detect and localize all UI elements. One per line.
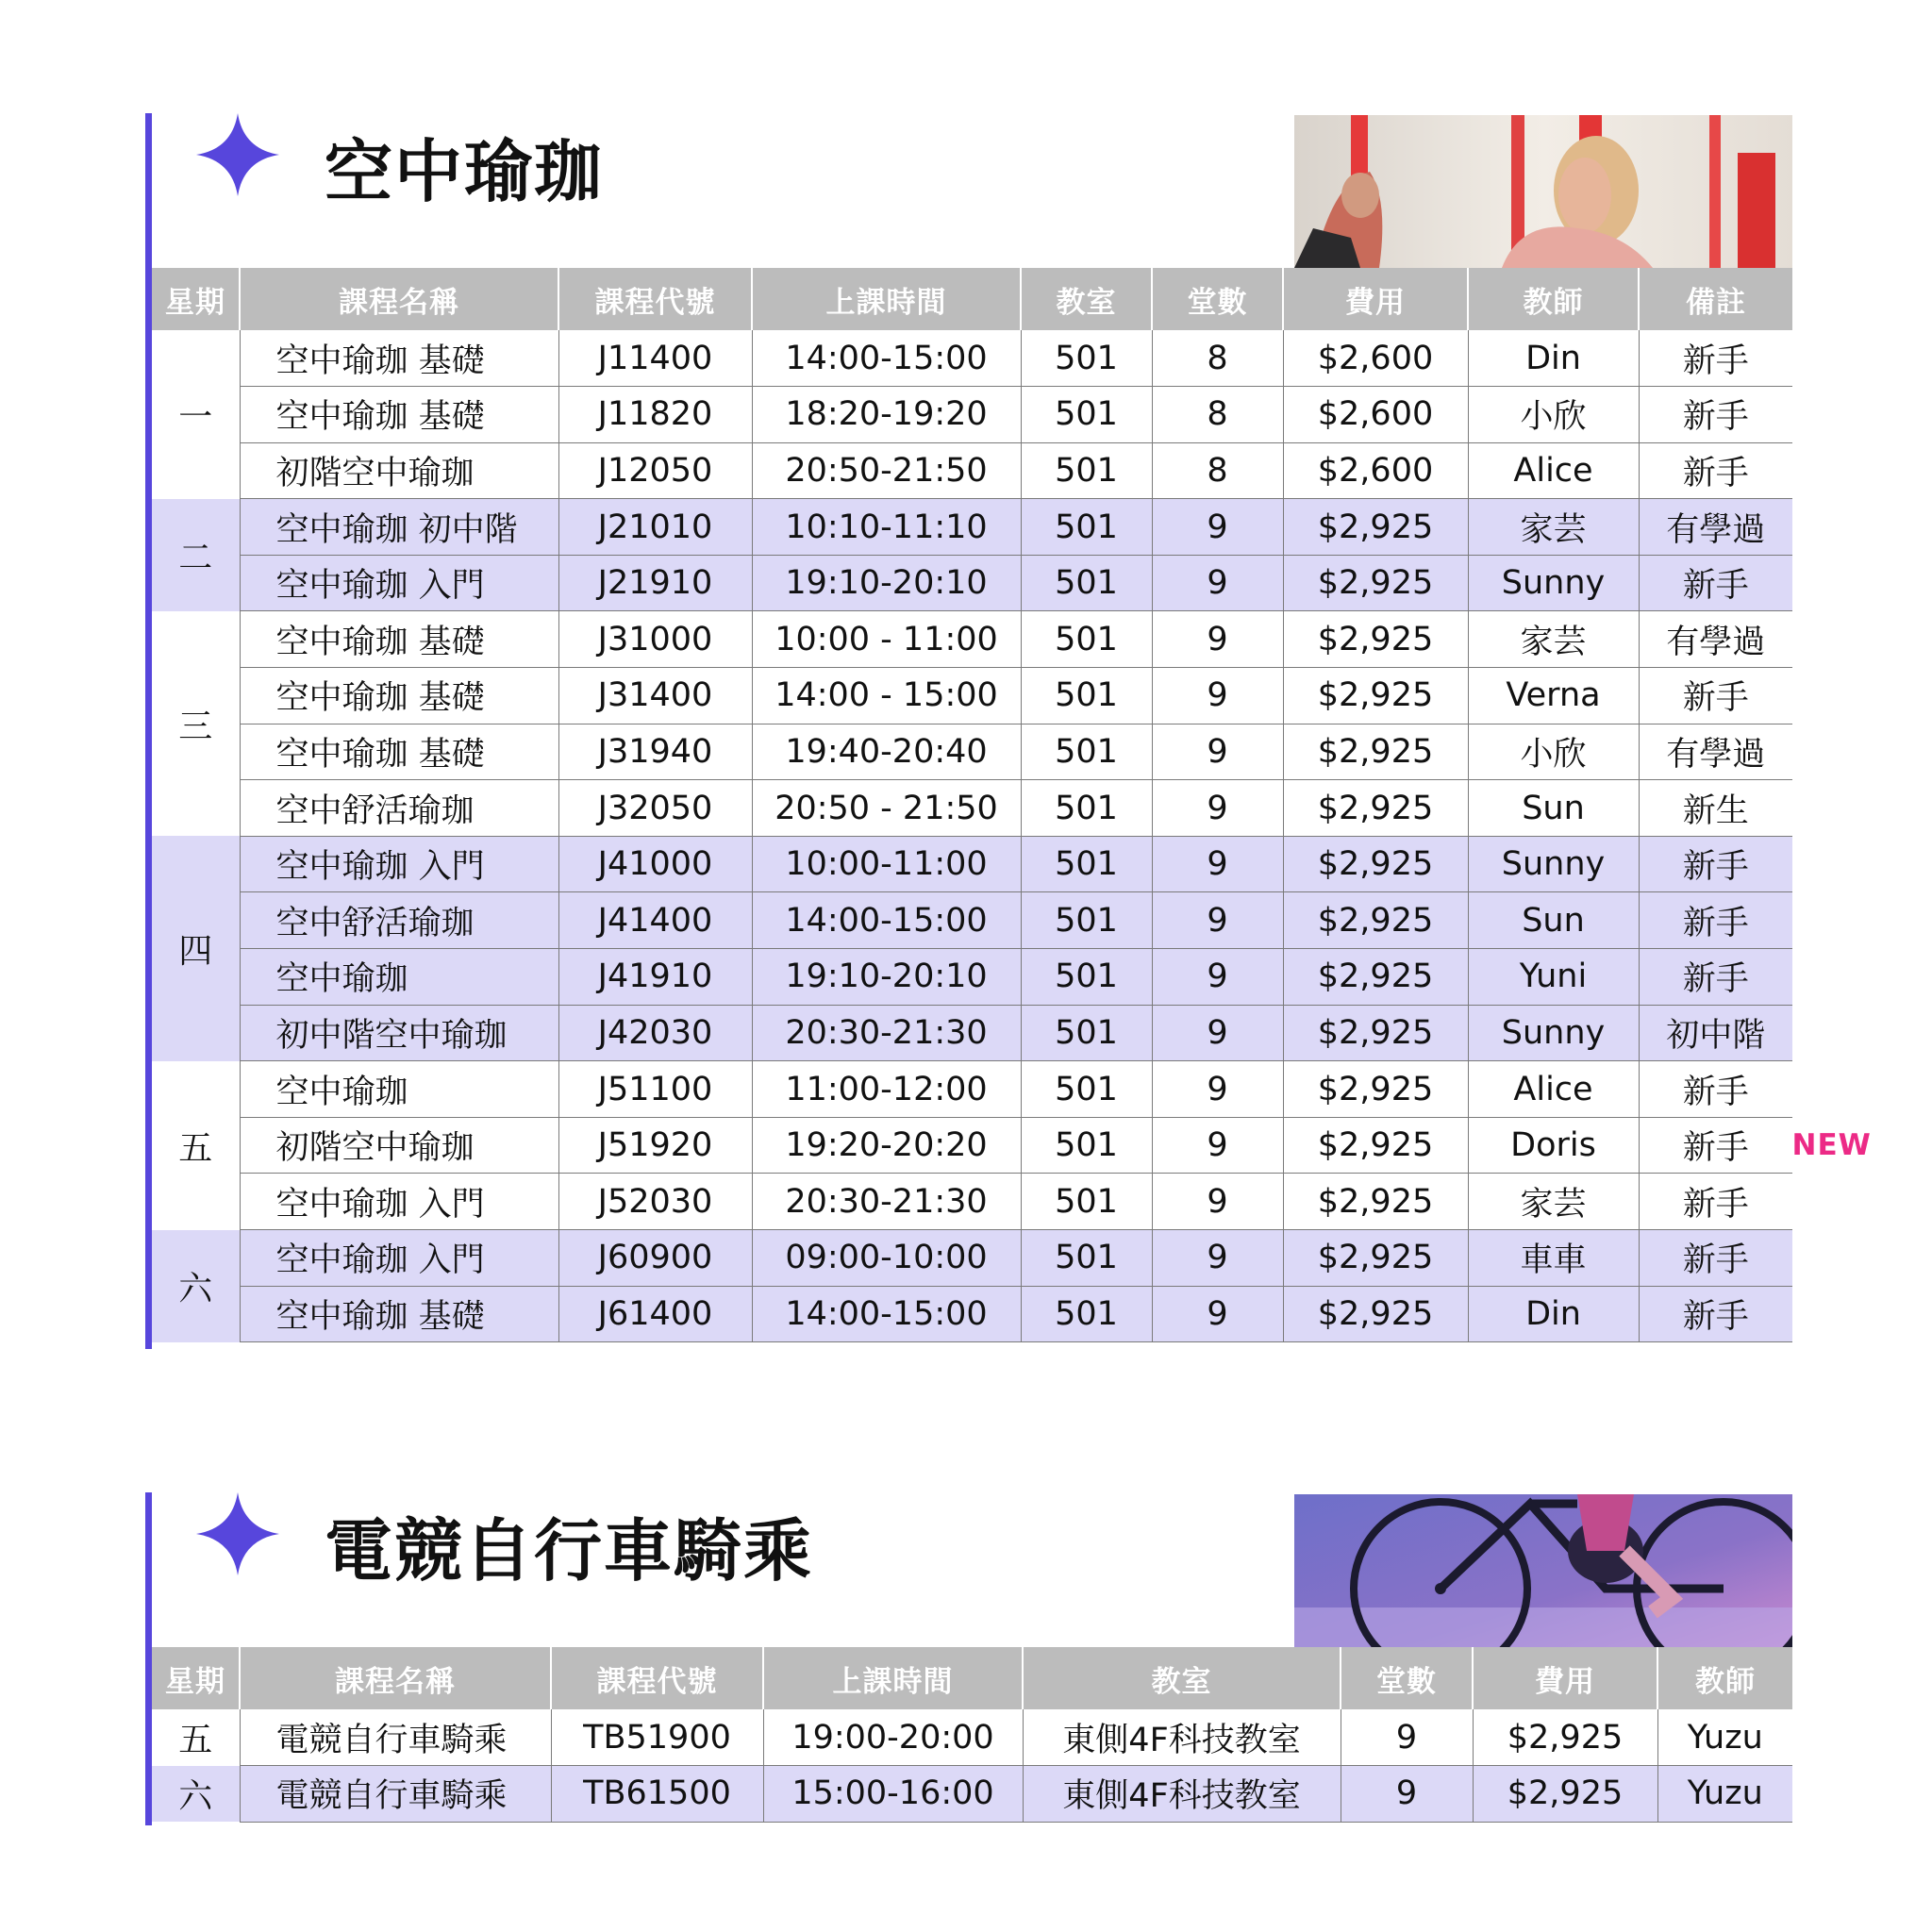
day-cell: 四 — [152, 836, 240, 1060]
fee-cell: $2,600 — [1283, 442, 1468, 499]
course-name-cell: 空中瑜珈 — [240, 1061, 558, 1118]
header-room: 教室 — [1021, 268, 1152, 330]
time-cell: 19:00-20:00 — [763, 1709, 1023, 1766]
note-text: 有學過 — [1666, 735, 1766, 774]
table-row — [152, 330, 1792, 387]
course-name-cell: 空中瑜珈 基礎 — [240, 724, 558, 780]
new-badge: NEW — [1791, 1128, 1872, 1163]
section-accent-bar — [145, 113, 152, 1349]
room-cell: 東側4F科技教室 — [1023, 1766, 1341, 1823]
note-text: 新手 — [1682, 398, 1749, 437]
aerial-yoga-table-body — [152, 330, 1872, 1342]
time-cell: 19:40-20:40 — [752, 724, 1021, 780]
time-cell: 10:00 - 11:00 — [752, 611, 1021, 668]
time-cell: 11:00-12:00 — [752, 1061, 1021, 1118]
table-row — [152, 611, 1792, 668]
room-cell: 501 — [1021, 949, 1152, 1006]
day-cell: 二 — [152, 499, 240, 611]
fee-cell: $2,925 — [1473, 1766, 1657, 1823]
teacher-cell: Din — [1468, 1286, 1639, 1342]
section-title: 電競自行車騎乘 — [325, 1511, 814, 1591]
room-cell: 501 — [1021, 1230, 1152, 1287]
note-cell — [1639, 442, 1792, 499]
esports-cycling-table — [152, 1647, 1792, 1823]
course-code-cell: J21010 — [558, 499, 752, 556]
sessions-cell: 9 — [1152, 780, 1283, 837]
table-row — [152, 1766, 1792, 1823]
header-sessions: 堂數 — [1152, 268, 1283, 330]
table-header-row — [152, 1647, 1792, 1709]
room-cell: 501 — [1021, 499, 1152, 556]
course-name-cell: 空中瑜珈 入門 — [240, 1174, 558, 1230]
course-code-cell: J31940 — [558, 724, 752, 780]
table-row — [152, 668, 1792, 724]
header-course-name: 課程名稱 — [240, 1647, 551, 1709]
table-header-row — [152, 268, 1792, 330]
sessions-cell: 9 — [1152, 1230, 1283, 1287]
room-cell: 501 — [1021, 555, 1152, 611]
teacher-cell: Alice — [1468, 442, 1639, 499]
header-teacher: 教師 — [1468, 268, 1639, 330]
header-course-code: 課程代號 — [551, 1647, 763, 1709]
note-text: 新手 — [1682, 341, 1749, 380]
course-name-cell: 初中階空中瑜珈 — [240, 1005, 558, 1061]
fee-cell: $2,600 — [1283, 330, 1468, 387]
header-time: 上課時間 — [752, 268, 1021, 330]
note-text: 新手 — [1682, 1241, 1749, 1280]
sessions-cell: 9 — [1152, 949, 1283, 1006]
teacher-cell: Alice — [1468, 1061, 1639, 1118]
sessions-cell: 8 — [1152, 442, 1283, 499]
course-code-cell: TB51900 — [551, 1709, 763, 1766]
time-cell: 19:10-20:10 — [752, 949, 1021, 1006]
header-room: 教室 — [1023, 1647, 1341, 1709]
note-cell — [1639, 611, 1792, 668]
time-cell: 15:00-16:00 — [763, 1766, 1023, 1823]
fee-cell: $2,925 — [1283, 1061, 1468, 1118]
table-row — [152, 442, 1792, 499]
section-accent-bar — [145, 1492, 152, 1825]
sessions-cell: 9 — [1152, 1174, 1283, 1230]
course-code-cell: J51100 — [558, 1061, 752, 1118]
time-cell: 14:00 - 15:00 — [752, 668, 1021, 724]
sessions-cell: 9 — [1152, 724, 1283, 780]
sessions-cell: 9 — [1152, 611, 1283, 668]
note-text: 新手 — [1682, 454, 1749, 492]
note-cell — [1639, 330, 1792, 387]
teacher-cell: Doris — [1468, 1117, 1639, 1174]
course-code-cell: J12050 — [558, 442, 752, 499]
time-cell: 20:30-21:30 — [752, 1005, 1021, 1061]
table-row — [152, 1117, 1792, 1174]
day-cell: 五 — [178, 1128, 213, 1168]
header-course-name: 課程名稱 — [240, 268, 558, 330]
table-row — [152, 836, 1792, 892]
note-cell — [1639, 1005, 1792, 1061]
note-cell — [1639, 780, 1792, 837]
note-cell — [1639, 836, 1792, 892]
teacher-cell: Yuni — [1468, 949, 1639, 1006]
fee-cell: $2,925 — [1283, 780, 1468, 837]
fee-cell: $2,600 — [1283, 387, 1468, 443]
teacher-cell: Sun — [1468, 780, 1639, 837]
fee-cell: $2,925 — [1283, 499, 1468, 556]
course-name-cell: 空中瑜珈 基礎 — [240, 330, 558, 387]
teacher-cell: 家芸 — [1468, 1174, 1639, 1230]
esports-cycling-table-body — [152, 1709, 1792, 1822]
time-cell: 18:20-19:20 — [752, 387, 1021, 443]
table-row — [152, 780, 1792, 837]
time-cell: 10:10-11:10 — [752, 499, 1021, 556]
header-sessions: 堂數 — [1341, 1647, 1473, 1709]
course-code-cell: J11820 — [558, 387, 752, 443]
day-cell: 五 — [178, 1721, 213, 1760]
teacher-cell: 車車 — [1468, 1230, 1639, 1287]
fee-cell: $2,925 — [1283, 1286, 1468, 1342]
note-text: 新手 — [1682, 1297, 1749, 1336]
course-code-cell: J41400 — [558, 892, 752, 949]
sessions-cell: 9 — [1152, 668, 1283, 724]
time-cell: 14:00-15:00 — [752, 1286, 1021, 1342]
time-cell: 19:20-20:20 — [752, 1117, 1021, 1174]
esports-cycling-section — [145, 1492, 1792, 1825]
note-text: 有學過 — [1666, 623, 1766, 661]
table-row — [152, 724, 1792, 780]
sessions-cell: 8 — [1152, 387, 1283, 443]
room-cell: 501 — [1021, 724, 1152, 780]
course-code-cell: J51920 — [558, 1117, 752, 1174]
room-cell: 501 — [1021, 836, 1152, 892]
course-code-cell: J11400 — [558, 330, 752, 387]
teacher-cell: 小欣 — [1468, 387, 1639, 443]
teacher-cell: 家芸 — [1468, 611, 1639, 668]
note-text: 新手 — [1682, 848, 1749, 887]
fee-cell: $2,925 — [1283, 1174, 1468, 1230]
room-cell: 東側4F科技教室 — [1023, 1709, 1341, 1766]
four-point-star-icon — [196, 113, 279, 196]
sessions-cell: 9 — [1152, 1061, 1283, 1118]
fee-cell: $2,925 — [1283, 836, 1468, 892]
teacher-cell: Sunny — [1468, 1005, 1639, 1061]
fee-cell: $2,925 — [1283, 668, 1468, 724]
course-code-cell: J41910 — [558, 949, 752, 1006]
note-text: 有學過 — [1666, 510, 1766, 549]
teacher-cell: Verna — [1468, 668, 1639, 724]
fee-cell: $2,925 — [1283, 555, 1468, 611]
sessions-cell: 9 — [1152, 499, 1283, 556]
course-name-cell: 空中瑜珈 基礎 — [240, 387, 558, 443]
teacher-cell: Sunny — [1468, 836, 1639, 892]
sessions-cell: 9 — [1152, 836, 1283, 892]
time-cell: 14:00-15:00 — [752, 892, 1021, 949]
room-cell: 501 — [1021, 442, 1152, 499]
fee-cell: $2,925 — [1473, 1709, 1657, 1766]
room-cell: 501 — [1021, 611, 1152, 668]
header-teacher: 教師 — [1657, 1647, 1792, 1709]
time-cell: 20:50 - 21:50 — [752, 780, 1021, 837]
note-text: 初中階 — [1666, 1016, 1766, 1055]
course-name-cell: 空中舒活瑜珈 — [240, 892, 558, 949]
course-name-cell: 空中瑜珈 入門 — [240, 1230, 558, 1287]
course-name-cell: 空中瑜珈 初中階 — [240, 499, 558, 556]
note-text: 新生 — [1682, 791, 1749, 830]
course-code-cell: J60900 — [558, 1230, 752, 1287]
header-fee: 費用 — [1473, 1647, 1657, 1709]
course-name-cell: 空中瑜珈 基礎 — [240, 611, 558, 668]
fee-cell: $2,925 — [1283, 1117, 1468, 1174]
note-text: 新手 — [1682, 960, 1749, 999]
day-cell: 六 — [152, 1766, 240, 1823]
note-cell — [1639, 387, 1792, 443]
table-row — [152, 1230, 1792, 1287]
teacher-cell: Sunny — [1468, 555, 1639, 611]
sessions-cell: 9 — [1341, 1766, 1473, 1823]
course-code-cell: J21910 — [558, 555, 752, 611]
note-cell — [1639, 1117, 1872, 1174]
header-course-code: 課程代號 — [558, 268, 752, 330]
time-cell: 20:30-21:30 — [752, 1174, 1021, 1230]
teacher-cell: Yuzu — [1657, 1709, 1792, 1766]
sessions-cell: 9 — [1152, 1286, 1283, 1342]
note-cell — [1639, 1230, 1792, 1287]
note-cell — [1639, 892, 1792, 949]
teacher-cell: 家芸 — [1468, 499, 1639, 556]
room-cell: 501 — [1021, 387, 1152, 443]
note-cell — [1639, 1174, 1792, 1230]
course-code-cell: J41000 — [558, 836, 752, 892]
sessions-cell: 9 — [1152, 555, 1283, 611]
course-code-cell: J31400 — [558, 668, 752, 724]
note-text: 新手 — [1682, 1073, 1749, 1111]
time-cell: 10:00-11:00 — [752, 836, 1021, 892]
course-name-cell: 空中瑜珈 入門 — [240, 555, 558, 611]
sessions-cell: 9 — [1341, 1709, 1473, 1766]
table-row — [152, 387, 1792, 443]
header-day: 星期 — [152, 268, 240, 330]
room-cell: 501 — [1021, 1286, 1152, 1342]
course-code-cell: J31000 — [558, 611, 752, 668]
header-day: 星期 — [152, 1647, 240, 1709]
header-note: 備註 — [1639, 268, 1792, 330]
day-cell: 一 — [178, 397, 213, 437]
course-name-cell: 初階空中瑜珈 — [240, 1117, 558, 1174]
course-name-cell: 空中瑜珈 入門 — [240, 836, 558, 892]
table-row — [152, 1286, 1792, 1342]
table-row — [152, 1005, 1792, 1061]
sessions-cell: 9 — [1152, 1005, 1283, 1061]
course-name-cell: 初階空中瑜珈 — [240, 442, 558, 499]
course-code-cell: J52030 — [558, 1174, 752, 1230]
note-text: 新手 — [1682, 1185, 1749, 1224]
time-cell: 20:50-21:50 — [752, 442, 1021, 499]
table-row — [152, 555, 1792, 611]
four-point-star-icon — [196, 1492, 279, 1575]
teacher-cell: 小欣 — [1468, 724, 1639, 780]
room-cell: 501 — [1021, 1005, 1152, 1061]
note-cell — [1639, 1286, 1792, 1342]
note-cell — [1639, 668, 1792, 724]
aerial-yoga-table — [152, 268, 1872, 1342]
header-fee: 費用 — [1283, 268, 1468, 330]
course-name-cell: 空中瑜珈 — [240, 949, 558, 1006]
note-cell — [1639, 949, 1792, 1006]
course-name-cell: 電競自行車騎乘 — [240, 1709, 551, 1766]
header-time: 上課時間 — [763, 1647, 1023, 1709]
course-code-cell: J42030 — [558, 1005, 752, 1061]
fee-cell: $2,925 — [1283, 1230, 1468, 1287]
note-cell — [1639, 1061, 1792, 1118]
course-name-cell: 電競自行車騎乘 — [240, 1766, 551, 1823]
fee-cell: $2,925 — [1283, 892, 1468, 949]
aerial-yoga-photo — [1294, 115, 1792, 268]
aerial-yoga-section — [145, 113, 1872, 1349]
course-code-cell: J61400 — [558, 1286, 752, 1342]
room-cell: 501 — [1021, 892, 1152, 949]
table-row — [152, 1061, 1792, 1118]
teacher-cell: Yuzu — [1657, 1766, 1792, 1823]
note-cell — [1639, 555, 1792, 611]
teacher-cell: Din — [1468, 330, 1639, 387]
course-name-cell: 空中瑜珈 基礎 — [240, 1286, 558, 1342]
fee-cell: $2,925 — [1283, 949, 1468, 1006]
fee-cell: $2,925 — [1283, 1005, 1468, 1061]
course-name-cell: 空中舒活瑜珈 — [240, 780, 558, 837]
sessions-cell: 9 — [1152, 1117, 1283, 1174]
note-cell — [1639, 499, 1792, 556]
table-row — [152, 949, 1792, 1006]
day-cell: 三 — [178, 707, 213, 746]
room-cell: 501 — [1021, 1061, 1152, 1118]
sessions-cell: 8 — [1152, 330, 1283, 387]
course-code-cell: TB61500 — [551, 1766, 763, 1823]
time-cell: 19:10-20:10 — [752, 555, 1021, 611]
time-cell: 14:00-15:00 — [752, 330, 1021, 387]
time-cell: 09:00-10:00 — [752, 1230, 1021, 1287]
note-text: 新手 — [1682, 567, 1749, 606]
table-row — [152, 499, 1792, 556]
note-text: 新手 — [1682, 1129, 1749, 1168]
note-text: 新手 — [1682, 679, 1749, 718]
table-row — [152, 1174, 1792, 1230]
fee-cell: $2,925 — [1283, 724, 1468, 780]
table-row — [152, 892, 1792, 949]
fee-cell: $2,925 — [1283, 611, 1468, 668]
course-name-cell: 空中瑜珈 基礎 — [240, 668, 558, 724]
room-cell: 501 — [1021, 668, 1152, 724]
course-code-cell: J32050 — [558, 780, 752, 837]
cycling-photo — [1294, 1494, 1792, 1647]
day-cell: 六 — [152, 1230, 240, 1342]
table-row — [152, 1709, 1792, 1766]
room-cell: 501 — [1021, 1117, 1152, 1174]
section-title: 空中瑜珈 — [325, 132, 605, 211]
room-cell: 501 — [1021, 1174, 1152, 1230]
note-cell — [1639, 724, 1792, 780]
sessions-cell: 9 — [1152, 892, 1283, 949]
room-cell: 501 — [1021, 780, 1152, 837]
room-cell: 501 — [1021, 330, 1152, 387]
teacher-cell: Sun — [1468, 892, 1639, 949]
note-text: 新手 — [1682, 904, 1749, 942]
